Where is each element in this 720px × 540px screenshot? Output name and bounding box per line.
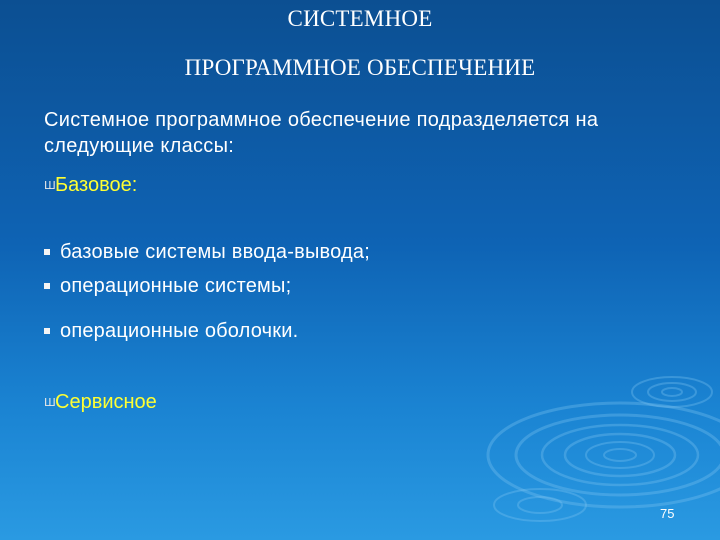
category-service	[44, 389, 157, 416]
list-item	[44, 239, 370, 265]
square-bullet-icon	[44, 328, 50, 334]
list-item-text: операционные системы;	[60, 275, 292, 297]
intro-paragraph: Системное программное обеспечение подразделяется на следующие классы:	[44, 109, 599, 157]
category-marker-icon: Ш	[44, 178, 56, 192]
category-basic	[44, 172, 137, 199]
category-label: Базовое:	[55, 174, 138, 196]
category-label: Сервисное	[55, 391, 157, 413]
list-item-text: операционные оболочки.	[60, 320, 299, 342]
slide-title-line-2: ПРОГРАММНОЕ ОБЕСПЕЧЕНИЕ	[184, 55, 536, 80]
square-bullet-icon	[44, 249, 50, 255]
list-item-text: базовые системы ввода-вывода;	[60, 241, 370, 263]
category-marker-icon: Ш	[44, 395, 56, 409]
slide-title-line-1: СИСТЕМНОЕ	[287, 6, 433, 31]
list-item	[44, 318, 298, 344]
square-bullet-icon	[44, 283, 50, 289]
page-number: 75	[660, 506, 675, 521]
list-item	[44, 273, 291, 299]
